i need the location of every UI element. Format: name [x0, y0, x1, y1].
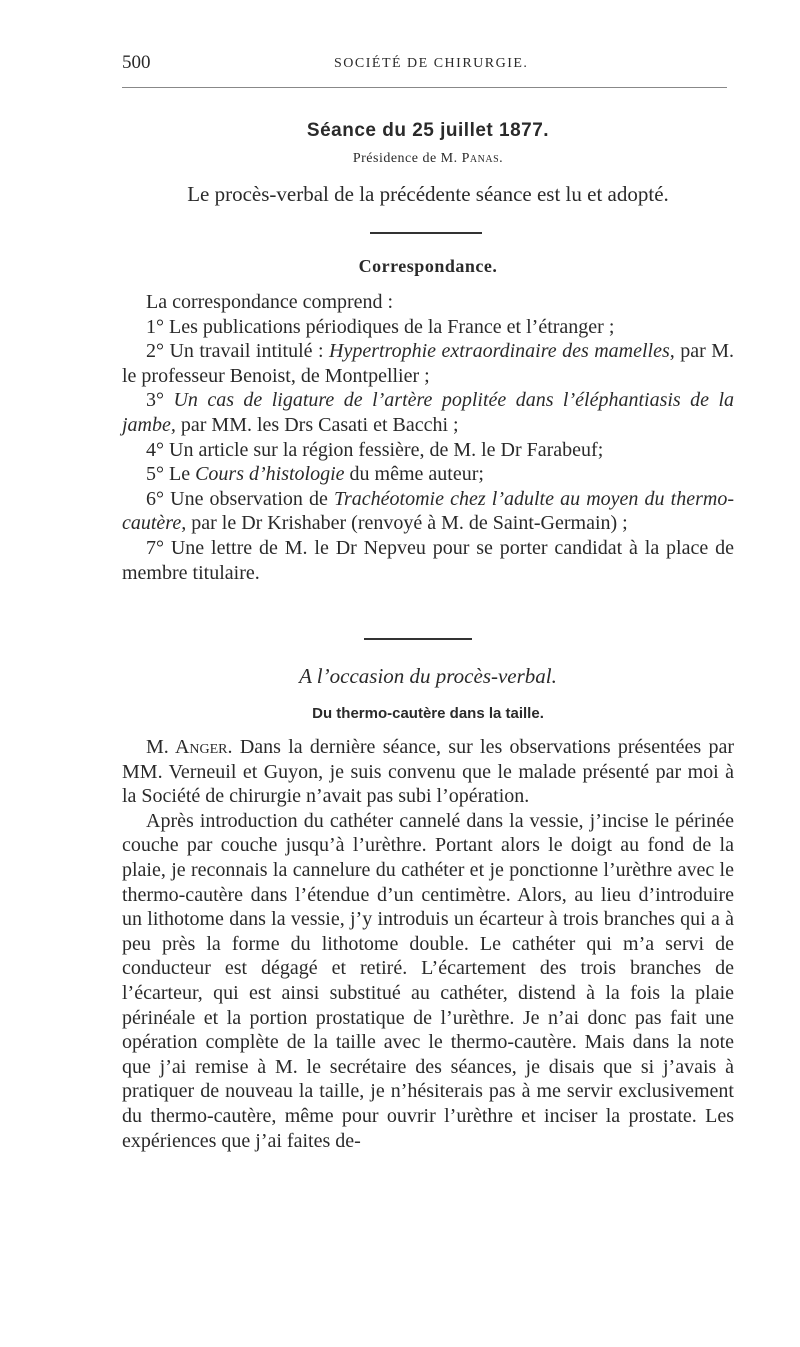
thermo-subheading: Du thermo-cautère dans la taille. [312, 705, 544, 722]
item-title: Hypertrophie extraordinaire des mamelles, [329, 340, 675, 363]
list-item [122, 388, 734, 437]
presidence-prefix: Présidence de M. [352, 151, 462, 166]
section-divider [370, 232, 482, 234]
paragraph-text: Dans la dernière séance, sur les observations présentées par MM. Verneuil et Guyon, je suis convenu que le malade présenté par moi à la Société de chirurgie n’avait pas subi l’opération. [122, 736, 735, 808]
body-text [122, 735, 734, 1153]
correspondance-list [122, 290, 734, 585]
list-item [122, 487, 734, 536]
presidence-suffix: . [499, 151, 504, 166]
list-item: 1° Les publications périodiques de la France et l’étranger ; [146, 315, 615, 338]
page-number: 500 [122, 52, 151, 73]
presidence-name: Panas [461, 151, 500, 166]
section-divider [364, 638, 472, 640]
header-rule [122, 87, 727, 88]
item-text: par M. le professeur Benoist, de Montpellier ; [122, 340, 734, 387]
item-text: du même auteur; [344, 463, 484, 486]
list-item [122, 339, 734, 388]
item-text: 6° Une observation de [146, 487, 334, 510]
item-text: 3° [146, 389, 174, 412]
correspondance-intro: La correspondance comprend : [146, 291, 394, 313]
list-item [122, 462, 734, 487]
list-item: 4° Un article sur la région fessière, de M. le Dr Farabeuf; [146, 438, 604, 461]
item-title: Un cas de ligature de l’artère poplitée dans l’éléphantiasis de la jambe, [122, 389, 734, 436]
occasion-heading: A l’occasion du procès-verbal. [299, 664, 557, 688]
presidence-line [122, 151, 734, 167]
running-title: SOCIÉTÉ DE CHIRURGIE. [334, 56, 529, 71]
item-text: 5° Le [146, 463, 196, 486]
item-text: par le Dr Krishaber (renvoyé à M. de Saint-Germain) ; [186, 512, 628, 535]
paragraph [122, 735, 734, 809]
correspondance-heading: Correspondance. [358, 256, 498, 276]
speaker-name: M. Anger. [146, 736, 233, 758]
item-text: 2° Un travail intitulé : [146, 340, 330, 363]
list-item: 7° Une lettre de M. le Dr Nepveu pour se porter candidat à la place de membre titulaire. [122, 536, 734, 584]
paragraph: Après introduction du cathéter cannelé dans la vessie, j’incise le périnée couche par couche jusqu’à l’urèthre. Portant alors le doigt au fond de la plaie, je reconnais la cannelure du cathéter et je ponctionne l’urèthre avec le thermo-cautère dans l’étendue d’un centimètre. Alors, au lieu d’introduire un lithotome dans la vessie, j’y introduis un écarteur à trois branches qui a à peu près la forme du lithotome double. Le cathéter qui m’a servi de conducteur est dégagé et retiré. L’écartement des trois branches de l’écarteur, qui est ainsi substitué au cathéter, distend à la fois la plaie périnéale et la portion prostatique de l’urèthre. Je n’ai donc pas fait une opération complète de la taille avec le thermo-cautère. Mais dans la note que j’ai remise à M. le secrétaire des séances, je disais que si j’avais à pratiquer de nouveau la taille, je n’hésiterais pas à me servir exclusivement du thermo-cautère, même pour ouvrir l’urèthre et inciser la prostate. Les expériences que j’ai faites de- [122, 809, 734, 1152]
item-text: par MM. les Drs Casati et Bacchi ; [175, 413, 459, 436]
item-title: Trachéotomie chez l’adulte au moyen du thermo-cautère, [122, 487, 734, 535]
item-title: Cours d’histologie [195, 463, 345, 486]
seance-title: Séance du 25 juillet 1877. [306, 120, 550, 141]
proces-verbal-line: Le procès-verbal de la précédente séance est lu et adopté. [187, 182, 669, 206]
